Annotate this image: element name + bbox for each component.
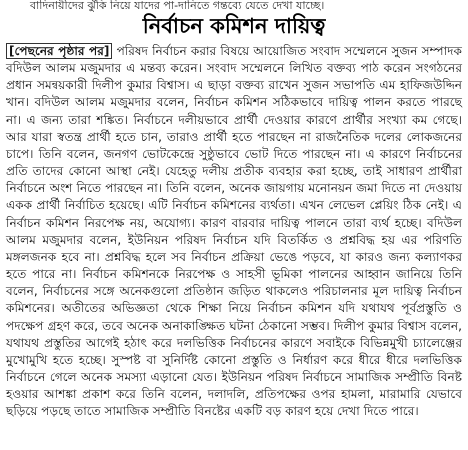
article-body (6, 43, 462, 420)
body-text: পরিষদ নির্বাচন করার বিষয়ে আয়োজিত সংবাদ সম্মেলনে সুজন সম্পাদক বদিউল আলম মজুমদার এ মন্তব্য করেন। সংবাদ সম্মেলনে লিখিত বক্তব্য পাঠ করেন সংগঠনের প্রধান সমন্বয়কারী দিলীপ কুমার বিশ্বাস। এ ছাড়া বক্তব্য রাখেন সুজন সভাপতি এম হাফিজউদ্দিন খান। বদিউল আলম মজুমদার বলেন, নির্বাচন কমিশন সঠিকভাবে দায়িত্ব পালন করতে পারছে না। এ জন্য তারা শঙ্কিত। নির্বাচনে দলীয়ভাবে প্রার্থী দেওয়ার কারণে প্রার্থীর সংখ্যা কম গেছে। আর যারা স্বতন্ত্র প্রার্থী হতে চান, তারাও প্রার্থী হতে পারছেন না রাজনৈতিক দলের লোকজনের চাপে। তিনি বলেন, জনগণ ভোটকেন্দ্রে সুষ্ঠুভাবে ভোট দিতে পারছেন না। এ কারণে নির্বাচনের প্রতি তাদের কোনো আস্থা নেই। যেহেতু দলীয় প্রতীক ব্যবহার করা হচ্ছে, তাই সাধারণ প্রার্থীরা নির্বাচনে অংশ নিতে পারছেন না। তিনি বলেন, অনেক জায়গায় মনোনয়ন জমা দিতে না দেওয়ায় একক প্রার্থী নির্বাচিত হয়েছে। এটি নির্বাচন কমিশনের ব্যর্থতা। এখন লেভেল প্লেয়িং ঠিক নেই। এ নির্বাচন কমিশন নিরপেক্ষ নয়, অযোগ্য। কারণ বারবার দায়িত্ব পালনে তারা ব্যর্থ হচ্ছে। বদিউল আলম মজুমদার বলেন, ইউনিয়ন পরিষদ নির্বাচন যদি বিতর্কিত ও প্রশ্নবিদ্ধ হয় এর পরিণতি মঙ্গলজনক হবে না। প্রশ্নবিদ্ধ হলে সব নির্বাচন প্রক্রিয়া ভেঙে পড়বে, যা কারও জন্য কল্যাণকর হতে পারে না। নির্বাচন কমিশনকে নিরপেক্ষ ও সাহসী ভূমিকা পালনের আহ্বান জানিয়ে তিনি বলেন, নির্বাচনের সঙ্গে অনেকগুলো প্রতিষ্ঠান জড়িত থাকলেও পরিচালনার মূল দায়িত্ব নির্বাচন কমিশনের। অতীতের অভিজ্ঞতা থেকে শিক্ষা নিয়ে নির্বাচন কমিশন যদি যথাযথ পূর্বপ্রস্তুতি ও পদক্ষেপ গ্রহণ করে, তবে অনেক অনাকাঙ্ক্ষিত ঘটনা ঠেকানো সম্ভব। দিলীপ কুমার বিশ্বাস বলেন, যথাযথ প্রস্তুতির আগেই হঠাৎ করে দলভিত্তিক নির্বাচনের কারণে সবাইকে বিভিন্নমুখী চ্যালেঞ্জের মুখোমুখি হতে হচ্ছে। সুস্পষ্ট বা সুনির্দিষ্ট কোনো প্রস্তুতি ও নির্ধারণ করে ধীরে ধীরে দলভিত্তিক নির্বাচনে গেলে অনেক সমস্যা এড়ানো যেত। ইউনিয়ন পরিষদ নির্বাচনে সামাজিক সম্প্রীতি বিনষ্ট হওয়ার আশঙ্কা প্রকাশ করে তিনি বলেন, দলাদলি, প্রতিপক্ষের ওপর হামলা, মারামারি যেভাবে ছড়িয়ে পড়ছে তাতে সামাজিক সম্প্রীতি বিনষ্টের একটি বড় কারণ হয়ে দেখা দিতে পারে। (6, 44, 462, 419)
article-headline: নির্বাচন কমিশন দায়িত্ব (142, 14, 326, 38)
body-paragraph (6, 43, 462, 420)
continued-from-label: [পেছনের পৃষ্ঠার পর] (6, 43, 112, 59)
previous-article-fragment: বাদিনায়ীদের ঝুঁকি নিয়ে যাদের পা-দানিতে গন্তব্যে যেতে দেখা যাচ্ছে। (30, 0, 325, 12)
